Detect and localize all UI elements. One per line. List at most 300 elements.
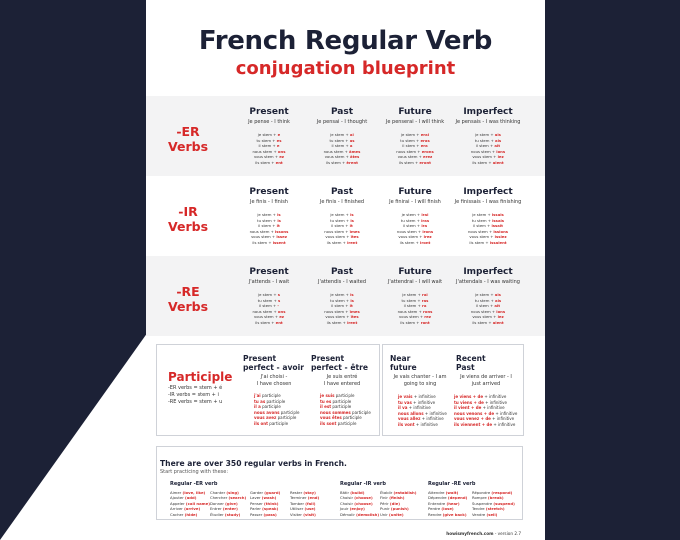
- tense-example: Je finis - I finished: [319, 199, 365, 205]
- ir-verb-list: [380, 490, 416, 517]
- conjugation-ending: irez: [423, 234, 432, 240]
- conjugation-pronoun: vous stem +: [325, 234, 351, 240]
- auxiliary-verb: j'ai: [254, 393, 261, 398]
- conjugation-ending: ent: [275, 159, 283, 165]
- conjugation-pronoun: nous stem +: [397, 308, 423, 314]
- tense-heading: Future: [398, 107, 432, 117]
- tense-example: Je penserai - I will think: [385, 119, 445, 125]
- conjugation-pronoun: je stem +: [258, 292, 278, 297]
- auxiliary-line: [454, 422, 517, 428]
- verb-translation: (depend): [447, 495, 468, 501]
- conjugation-ending: èrent: [346, 159, 358, 165]
- auxiliary-complement: + infinitive: [494, 410, 518, 416]
- conjugation-pronoun: ils stem +: [326, 239, 348, 245]
- ir-label: -IR Verbs: [167, 204, 209, 234]
- verb-infinitive: Ajouter: [170, 495, 185, 501]
- conjugation-ending: iras: [421, 217, 430, 223]
- auxiliary-complement: + infinitive: [414, 421, 438, 427]
- conjugation-ending: îmes: [349, 308, 360, 314]
- conjugation-pronoun: ils stem +: [469, 239, 490, 245]
- conjugation-ending: issais: [492, 217, 505, 223]
- conjugation-pronoun: vous stem +: [253, 314, 280, 320]
- er-verb-list: [210, 490, 246, 517]
- verb-infinitive: Terminer: [290, 495, 308, 501]
- verb-infinitive: Étudier: [210, 511, 225, 517]
- conjugation-pronoun: vous stem +: [253, 154, 280, 160]
- conjugation-pronoun: nous stem +: [470, 148, 497, 154]
- verb-translation: (study): [224, 511, 241, 517]
- conjugation-ending: era: [420, 143, 428, 149]
- conjugation-ending: irai: [421, 212, 429, 217]
- verb-infinitive: Suspendre: [472, 500, 494, 506]
- conjugation-pronoun: je stem +: [257, 132, 278, 137]
- auxiliary-complement: participle: [334, 393, 355, 398]
- conjugation-ending: ais: [495, 137, 502, 143]
- conjugation-line: [449, 160, 527, 166]
- auxiliary-complement: + infinitive: [407, 405, 431, 411]
- conjugation-line: [230, 240, 308, 246]
- tense-example: J'attends - I wait: [248, 279, 290, 285]
- conjugation-ending: iez: [497, 314, 504, 320]
- auxiliary-verb: je suis: [320, 393, 335, 398]
- verb-infinitive: Garder: [250, 490, 265, 495]
- verb-item: [250, 512, 280, 517]
- conjugation-pronoun: tu stem +: [400, 137, 421, 143]
- re-present-column: [230, 267, 308, 326]
- conjugation-pronoun: tu stem +: [474, 137, 496, 143]
- verb-translation: (search): [228, 495, 247, 501]
- verb-translation: (arrive): [184, 506, 201, 512]
- tense-example: Je pensai - I thought: [316, 119, 368, 125]
- verb-translation: (hear): [446, 500, 460, 506]
- verb-item: [210, 512, 246, 517]
- conjugation-ending: ent: [275, 319, 283, 325]
- participle-rule: -ER verbs = stem + é: [168, 385, 223, 391]
- ir-verb-list: [340, 490, 379, 517]
- verb-infinitive: Visiter: [290, 511, 304, 517]
- verb-translation: (suspend): [493, 500, 515, 506]
- regular-verbs-title: There are over 350 regular verbs in French.: [160, 459, 347, 468]
- conjugation-pronoun: je stem +: [475, 132, 495, 137]
- verb-translation: (stretch): [485, 506, 505, 512]
- regular-er-heading: Regular -ER verb: [170, 481, 218, 487]
- conjugation-ending: issez: [276, 234, 287, 240]
- verb-infinitive: Passer: [250, 511, 264, 517]
- auxiliary-verb: nous avons: [254, 409, 280, 415]
- tense-heading: Past: [330, 187, 354, 197]
- re-verb-list: [428, 490, 467, 517]
- verb-infinitive: Perdre: [428, 506, 442, 512]
- auxiliary-verb: vous venez + de: [454, 416, 491, 422]
- conjugation-ending: irent: [347, 239, 358, 245]
- verb-translation: (sell): [486, 511, 498, 517]
- conjugation-ending: ait: [494, 303, 501, 309]
- conjugation-pronoun: vous stem +: [472, 314, 498, 320]
- conjugation-line: [303, 320, 381, 326]
- conjugation-ending: ait: [494, 143, 501, 149]
- conjugation-ending: iront: [420, 239, 431, 245]
- footer-site: howismyfrench.com: [446, 531, 494, 536]
- verb-translation: (visit): [303, 511, 316, 517]
- auxiliary-complement: participle: [331, 404, 352, 410]
- conjugation-pronoun: vous stem +: [399, 314, 425, 320]
- conjugation-ending: is: [350, 292, 354, 297]
- conjugation-pronoun: je stem +: [330, 292, 351, 297]
- auxiliary-complement: participle: [341, 415, 362, 421]
- auxiliary-verb: il vient + de: [454, 405, 482, 411]
- auxiliary-verb: il va: [398, 405, 408, 411]
- conjugation-ending: issait: [491, 223, 503, 229]
- conjugation-pronoun: vous stem +: [469, 234, 495, 240]
- conjugation-pronoun: nous stem +: [467, 228, 494, 234]
- auxiliary-complement: participle: [268, 420, 289, 426]
- auxiliary-verb: je vais: [398, 394, 413, 399]
- conjugation-ending: îmes: [349, 228, 360, 234]
- auxiliary-verb: nous sommes: [320, 409, 351, 415]
- participle-label: Participle: [168, 370, 233, 384]
- re-verb-list: [472, 490, 515, 517]
- conjugation-pronoun: il stem +: [473, 223, 492, 229]
- verb-item: [472, 512, 515, 517]
- auxiliary-verb: tu viens + de: [454, 399, 484, 405]
- verb-translation: (punish): [390, 506, 409, 512]
- verb-translation: (unite): [389, 511, 404, 517]
- auxiliary-complement: + infinitive: [483, 399, 508, 405]
- conjugation-ending: issiez: [494, 234, 507, 240]
- verb-translation: (guard): [264, 490, 281, 495]
- conjugation-line: [303, 160, 381, 166]
- tense-heading: Present: [249, 267, 289, 277]
- conjugation-pronoun: ils stem +: [326, 319, 348, 325]
- conjugation-pronoun: tu stem +: [257, 217, 278, 223]
- conjugation-ending: âmes: [349, 148, 361, 154]
- conjugation-pronoun: je stem +: [401, 212, 422, 217]
- verb-translation: (enter): [222, 506, 238, 512]
- recent-past-lines: [454, 394, 517, 428]
- footer-version: - version 2.7: [493, 531, 521, 536]
- auxiliary-complement: + infinitive: [481, 405, 505, 411]
- verb-translation: (pass): [263, 511, 277, 517]
- verb-item: [290, 512, 319, 517]
- poster-subtitle: conjugation blueprint: [235, 58, 456, 79]
- conjugation-pronoun: il stem +: [258, 143, 277, 149]
- auxiliary-verb: tu vas: [398, 399, 412, 405]
- auxiliary-complement: participle: [260, 393, 281, 398]
- participle-rule: -RE verbs = stem + u: [168, 399, 223, 405]
- conjugation-ending: -: [277, 303, 279, 309]
- conjugation-pronoun: nous stem +: [252, 148, 278, 154]
- conjugation-pronoun: vous stem +: [397, 154, 424, 160]
- conjugation-ending: issons: [275, 228, 289, 234]
- tense-example: Je finissais - I was finishing: [454, 199, 522, 205]
- verb-infinitive: Penser: [250, 500, 264, 506]
- verb-infinitive: Tomber: [290, 500, 306, 506]
- recent-past-heading: Recent Past: [456, 354, 486, 372]
- ir-future-column: [376, 187, 454, 246]
- poster-title: French Regular Verb: [198, 26, 493, 56]
- auxiliary-line: [398, 422, 447, 428]
- verb-infinitive: Chanter: [210, 490, 227, 495]
- er-label: -ER Verbs: [167, 124, 209, 154]
- tense-heading: Imperfect: [463, 187, 513, 197]
- verb-infinitive: Démolir: [340, 511, 357, 517]
- verb-translation: (think): [263, 500, 279, 506]
- auxiliary-complement: + infinitive: [490, 416, 515, 422]
- verb-infinitive: Laver: [250, 495, 262, 501]
- verb-infinitive: Bâtir: [340, 490, 351, 495]
- conjugation-ending: as: [349, 137, 355, 143]
- conjugation-pronoun: ils stem +: [399, 159, 420, 165]
- auxiliary-verb: tu es: [320, 398, 332, 404]
- conjugation-line: [376, 320, 454, 326]
- er-future-column: [376, 107, 454, 166]
- tense-heading: Present: [249, 187, 289, 197]
- conjugation-ending: ions: [496, 308, 506, 314]
- verb-infinitive: Entendre: [428, 500, 447, 506]
- regular-re-heading: Regular -RE verb: [428, 481, 476, 487]
- auxiliary-complement: participle: [350, 409, 371, 415]
- conjugation-ending: rai: [421, 292, 428, 297]
- verb-infinitive: Finir: [380, 495, 390, 501]
- tense-heading: Imperfect: [463, 107, 513, 117]
- conjugation-ending: is: [350, 297, 354, 303]
- tense-example: J'attendis - I waited: [317, 279, 367, 285]
- verb-infinitive: Donner: [210, 500, 226, 506]
- conjugation-line: [376, 240, 454, 246]
- conjugation-pronoun: je stem +: [402, 292, 422, 297]
- verb-infinitive: Jouir: [340, 506, 350, 512]
- regular-ir-heading: Regular -IR verb: [340, 481, 386, 487]
- verb-infinitive: Rompre: [472, 495, 488, 501]
- auxiliary-complement: participle: [276, 415, 297, 421]
- tense-example: Je finis - I finish: [250, 199, 288, 205]
- verb-infinitive: Périr: [380, 500, 390, 506]
- verb-item: [428, 512, 467, 517]
- near-future-example: Je vais chanter - I am going to sing: [393, 374, 447, 387]
- verb-translation: (stay): [303, 490, 316, 495]
- conjugation-line: [303, 240, 381, 246]
- conjugation-line: [376, 160, 454, 166]
- conjugation-line: [449, 240, 527, 246]
- verb-item: [170, 512, 210, 517]
- footer: [446, 531, 521, 536]
- verb-translation: (add): [184, 495, 197, 501]
- verb-translation: (give back): [442, 511, 467, 517]
- tense-heading: Past: [330, 267, 354, 277]
- verb-infinitive: Utiliser: [290, 506, 305, 512]
- auxiliary-verb: il a: [254, 404, 261, 410]
- re-future-column: [376, 267, 454, 326]
- verb-translation: (call name): [185, 500, 210, 506]
- verb-item: [340, 512, 379, 517]
- verb-translation: (hide): [184, 511, 198, 517]
- auxiliary-verb: vous avez: [254, 415, 277, 421]
- auxiliary-line: [254, 421, 300, 427]
- conjugation-pronoun: vous stem +: [472, 154, 498, 160]
- auxiliary-complement: + infinitive: [420, 416, 444, 422]
- conjugation-ending: irent: [347, 319, 358, 325]
- conjugation-pronoun: tu stem +: [330, 297, 351, 303]
- conjugation-pronoun: il stem +: [403, 303, 422, 309]
- auxiliary-complement: participle: [265, 398, 286, 404]
- conjugation-ending: issaient: [489, 239, 507, 245]
- tense-example: Je finirai - I will finish: [389, 199, 441, 205]
- conjugation-pronoun: il stem +: [331, 143, 350, 149]
- tense-heading: Future: [398, 267, 432, 277]
- right-dark-panel: [545, 0, 680, 540]
- conjugation-pronoun: je stem +: [475, 292, 495, 297]
- conjugation-ending: issions: [493, 228, 509, 234]
- conjugation-ending: is: [277, 212, 281, 217]
- verb-infinitive: Punir: [380, 506, 391, 512]
- verb-translation: (fall): [305, 500, 316, 506]
- verb-translation: (break): [487, 495, 504, 501]
- conjugation-pronoun: ils stem +: [255, 319, 276, 325]
- conjugation-pronoun: il stem +: [475, 143, 495, 149]
- conjugation-ending: âtes: [350, 154, 360, 160]
- conjugation-pronoun: il stem +: [258, 223, 277, 229]
- conjugation-pronoun: ils stem +: [472, 159, 493, 165]
- verb-infinitive: Répondre: [472, 490, 492, 495]
- er-verb-list: [250, 490, 280, 517]
- verb-infinitive: Choisir: [340, 500, 355, 506]
- conjugation-pronoun: il stem +: [402, 223, 422, 229]
- auxiliary-complement: + infinitive: [411, 399, 436, 405]
- conjugation-pronoun: vous stem +: [324, 154, 351, 160]
- conjugation-ending: ront: [420, 319, 430, 325]
- conjugation-pronoun: nous stem +: [396, 228, 423, 234]
- conjugation-pronoun: nous stem +: [324, 308, 350, 314]
- near-future-lines: [398, 394, 447, 428]
- conjugation-pronoun: tu stem +: [400, 217, 422, 223]
- conjugation-pronoun: tu stem +: [329, 137, 350, 143]
- conjugation-pronoun: tu stem +: [330, 217, 351, 223]
- conjugation-ending: ais: [494, 292, 501, 297]
- conjugation-ending: erai: [420, 132, 429, 137]
- auxiliary-complement: + infinitive: [412, 394, 436, 399]
- conjugation-pronoun: tu stem +: [257, 297, 278, 303]
- conjugation-pronoun: ils stem +: [252, 239, 273, 245]
- verb-infinitive: Parler: [250, 506, 263, 512]
- conjugation-pronoun: il stem +: [259, 303, 278, 309]
- conjugation-ending: îtes: [350, 314, 359, 320]
- conjugation-ending: ira: [421, 223, 428, 229]
- conjugation-ending: irons: [422, 228, 434, 234]
- re-imperfect-column: [449, 267, 527, 326]
- conjugation-ending: es: [276, 137, 282, 143]
- verb-translation: (sing): [226, 490, 239, 495]
- conjugation-pronoun: nous stem +: [249, 228, 275, 234]
- verb-infinitive: Appeler: [170, 500, 186, 506]
- tense-example: Je pense - I think: [248, 119, 290, 125]
- etre-heading: Present perfect - être: [311, 354, 369, 372]
- etre-lines: [320, 393, 371, 427]
- auxiliary-verb: nous allons: [398, 410, 424, 416]
- auxiliary-complement: participle: [260, 404, 281, 410]
- verb-translation: (demolish): [356, 511, 380, 517]
- er-imperfect-column: [449, 107, 527, 166]
- conjugation-ending: ons: [277, 148, 286, 154]
- conjugation-ending: it: [349, 303, 353, 309]
- conjugation-ending: is: [350, 212, 354, 217]
- verb-infinitive: Vendre: [472, 511, 487, 517]
- conjugation-ending: iez: [497, 154, 504, 160]
- conjugation-pronoun: tu stem +: [401, 297, 422, 303]
- tense-example: Je pensais - I was thinking: [455, 119, 521, 125]
- verb-infinitive: Aimer: [170, 490, 183, 495]
- tense-example: J'attendrai - I will wait: [387, 279, 443, 285]
- verb-translation: (use): [304, 506, 316, 512]
- conjugation-ending: it: [349, 223, 353, 229]
- verb-translation: (lose): [441, 506, 454, 512]
- conjugation-ending: îtes: [350, 234, 359, 240]
- auxiliary-complement: participle: [336, 420, 357, 426]
- auxiliary-verb: vous allez: [398, 416, 421, 422]
- conjugation-ending: ais: [494, 132, 501, 137]
- conjugation-ending: ez: [279, 314, 285, 320]
- conjugation-pronoun: je stem +: [400, 132, 421, 137]
- etre-example: Je suis entré I have entered: [323, 374, 361, 387]
- ir-imperfect-column: [449, 187, 527, 246]
- auxiliary-verb: ils vont: [398, 421, 415, 427]
- verb-translation: (finish): [389, 495, 405, 501]
- conjugation-ending: ra: [421, 303, 427, 309]
- conjugation-pronoun: vous stem +: [251, 234, 277, 240]
- conjugation-ending: eras: [420, 137, 430, 143]
- conjugation-pronoun: je stem +: [330, 212, 351, 217]
- conjugation-pronoun: ils stem +: [255, 159, 276, 165]
- conjugation-ending: ras: [421, 297, 429, 303]
- recent-past-example: Je viens de arriver - I just arrived: [460, 374, 512, 387]
- verb-translation: (love, like): [182, 490, 206, 495]
- conjugation-ending: ez: [279, 154, 285, 160]
- verb-translation: (enjoy): [349, 506, 365, 512]
- conjugation-ending: erez: [423, 154, 433, 160]
- auxiliary-verb: ils viennent + de: [454, 421, 493, 427]
- regular-verbs-subtitle: Start practicing with these:: [160, 469, 229, 475]
- auxiliary-complement: + infinitive: [423, 410, 447, 416]
- conjugation-pronoun: il stem +: [402, 143, 421, 149]
- re-past-column: [303, 267, 381, 326]
- conjugation-pronoun: nous stem +: [324, 228, 350, 234]
- conjugation-pronoun: nous stem +: [396, 148, 422, 154]
- verb-translation: (wash): [261, 495, 277, 501]
- avoir-heading: Present perfect - avoir: [243, 354, 304, 372]
- auxiliary-complement: participle: [331, 398, 352, 404]
- conjugation-pronoun: je stem +: [472, 212, 492, 217]
- verb-infinitive: Rendre: [428, 511, 443, 517]
- near-future-heading: Near future: [390, 354, 417, 372]
- verb-infinitive: Arriver: [170, 506, 185, 512]
- conjugation-pronoun: vous stem +: [398, 234, 424, 240]
- auxiliary-complement: + infinitive: [492, 421, 516, 427]
- verb-item: [380, 512, 416, 517]
- verb-translation: (build): [350, 490, 365, 495]
- conjugation-pronoun: il stem +: [331, 303, 350, 309]
- auxiliary-verb: il est: [320, 404, 332, 410]
- conjugation-pronoun: je stem +: [330, 132, 350, 137]
- conjugation-line: [230, 160, 308, 166]
- conjugation-pronoun: il stem +: [331, 223, 350, 229]
- conjugation-ending: eront: [419, 159, 431, 165]
- conjugation-ending: a: [349, 143, 353, 149]
- conjugation-ending: is: [277, 217, 281, 223]
- auxiliary-verb: ils ont: [254, 420, 269, 426]
- verb-translation: (end): [307, 495, 320, 501]
- conjugation-pronoun: tu stem +: [471, 217, 493, 223]
- verb-infinitive: Entrer: [210, 506, 223, 512]
- conjugation-ending: ai: [349, 132, 354, 137]
